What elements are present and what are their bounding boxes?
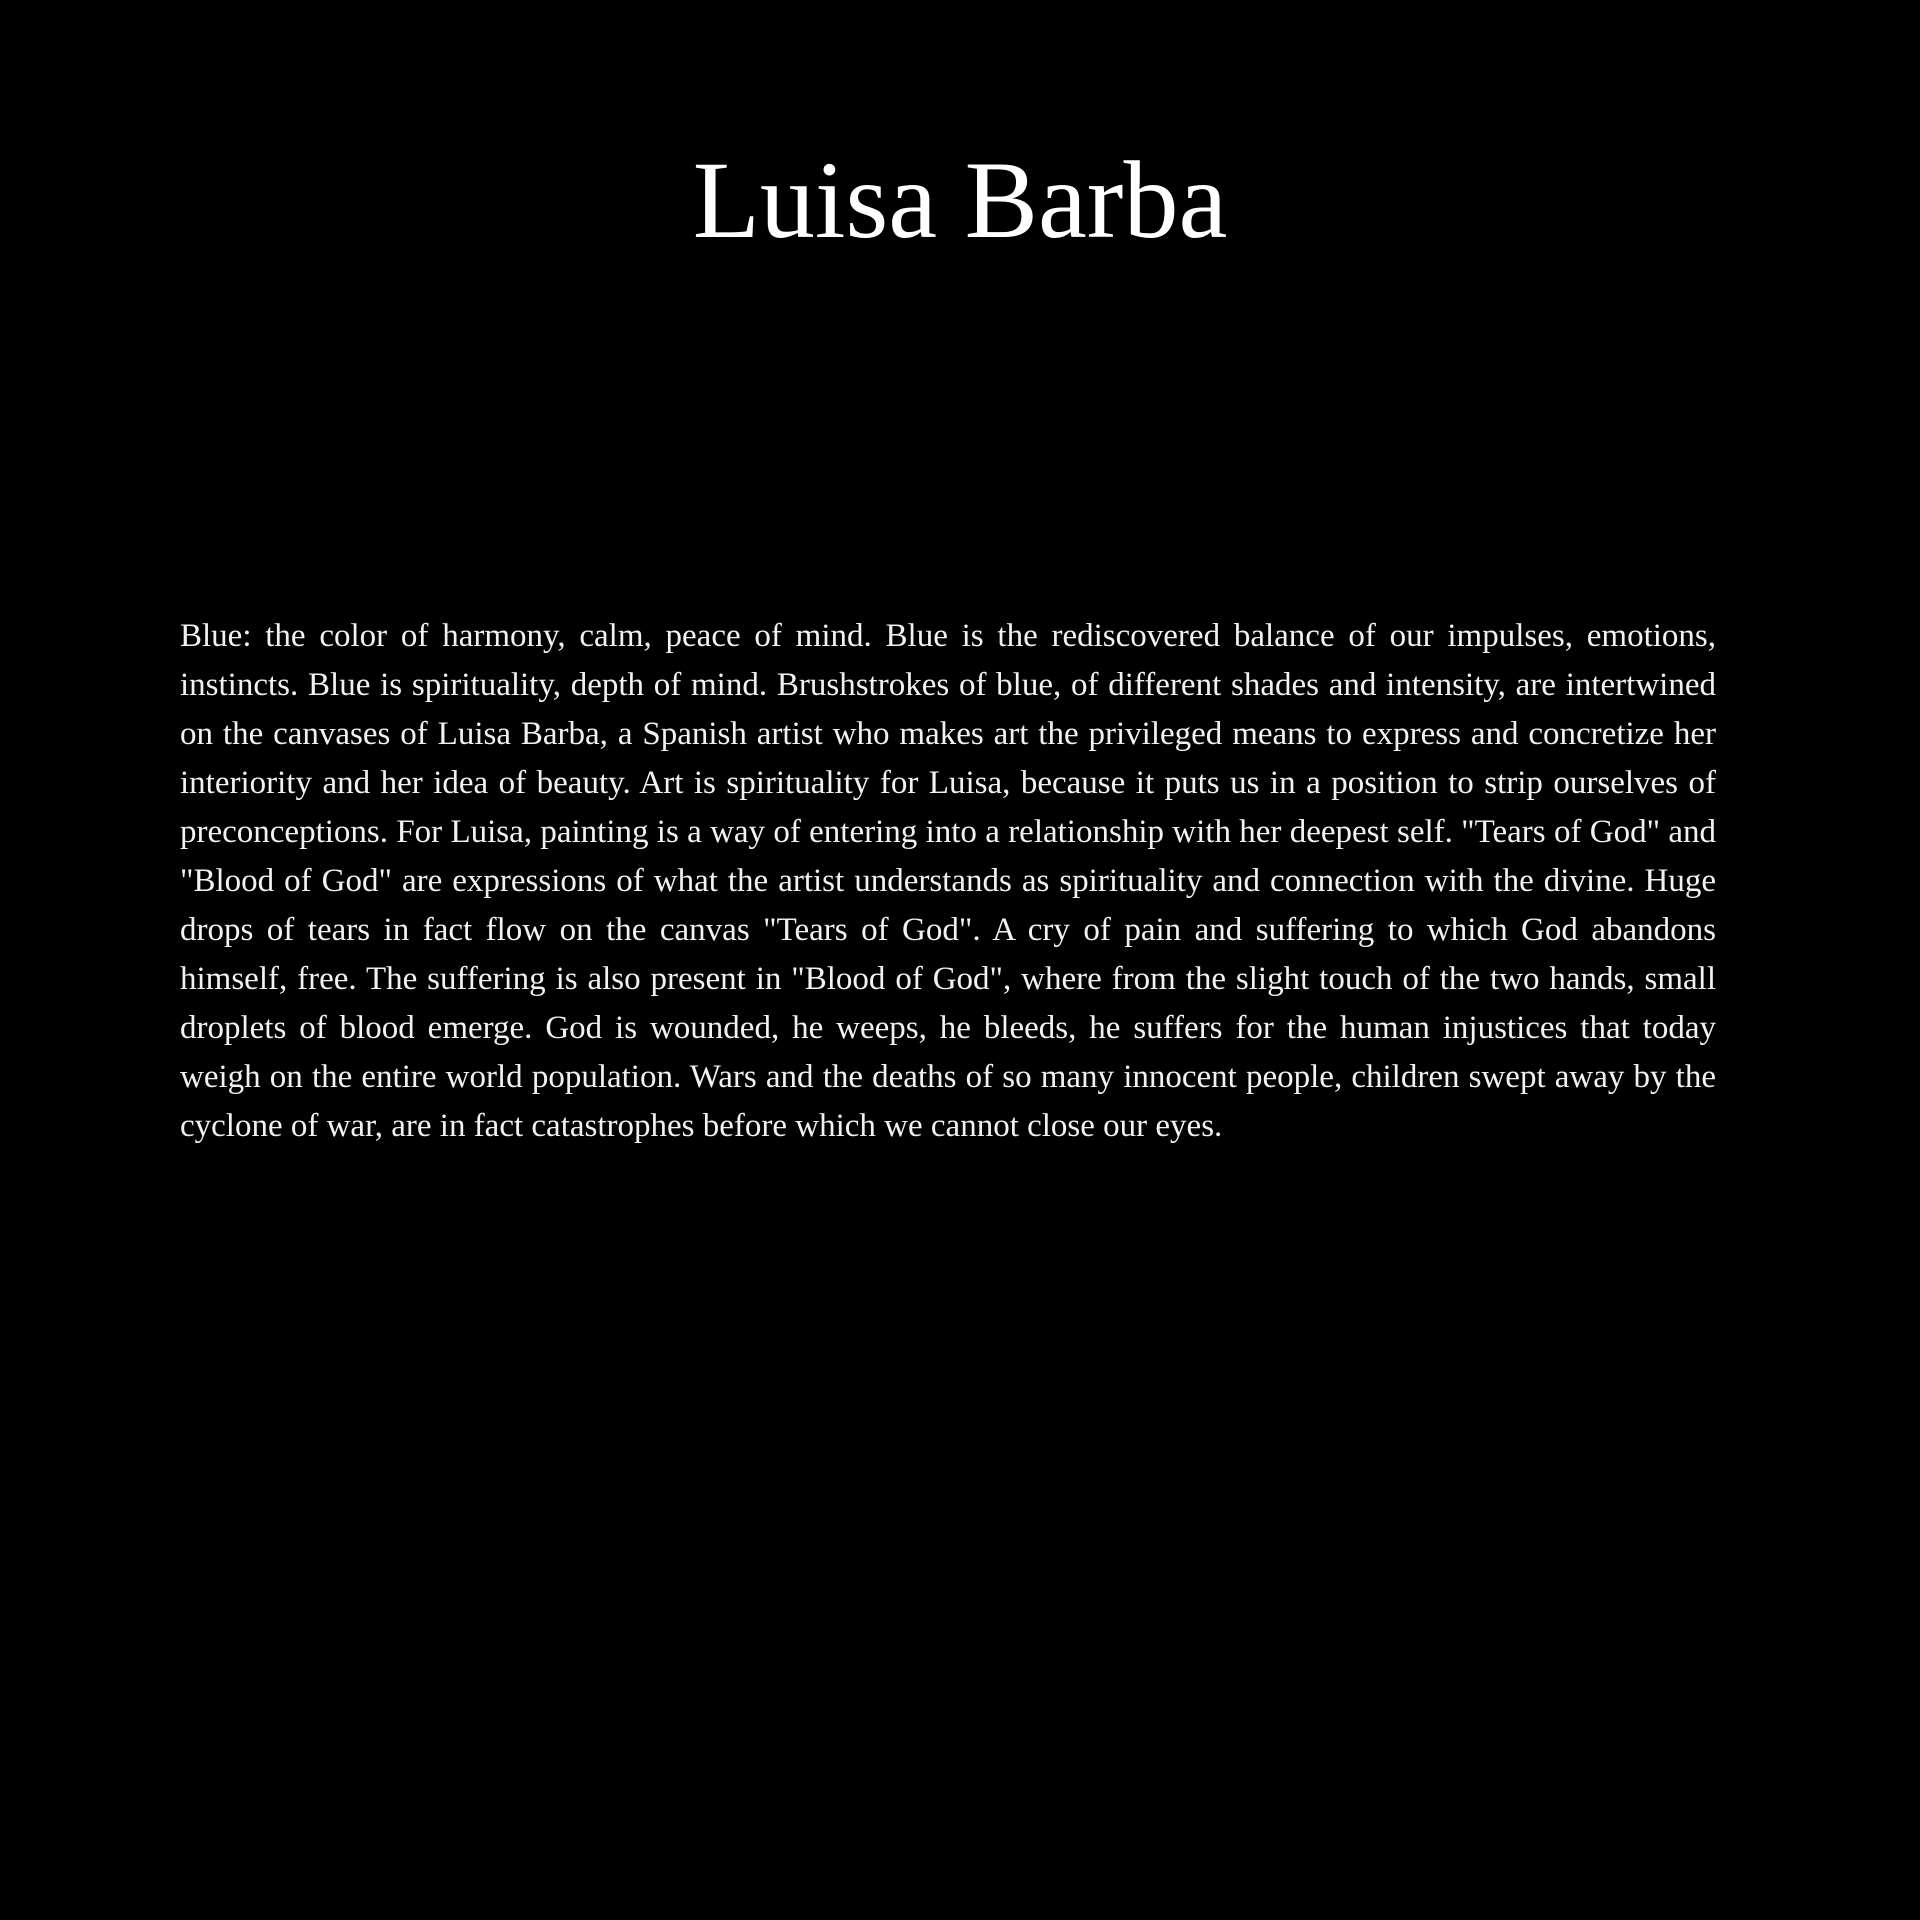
page-title: Luisa Barba bbox=[692, 139, 1228, 261]
body-paragraph: Blue: the color of harmony, calm, peace of mind. Blue is the rediscovered balance of our impulses, emotions, instincts. Blue is spirituality, depth of mind. Brushstrokes of blue, of different shades and intensity, are intertwined on the canvases of Luisa Barba, a Spanish artist who makes art the privileged means to express and concretize her interiority and her idea of beauty. Art is spirituality for Luisa, because it puts us in a position to strip ourselves of preconceptions. For Luisa, painting is a way of entering into a relationship with her deepest self. "Tears of God" and "Blood of God" are expressions of what the artist understands as spirituality and connection with the divine. Huge drops of tears in fact flow on the canvas "Tears of God". A cry of pain and suffering to which God abandons himself, free. The suffering is also present in "Blood of God", where from the slight touch of the two hands, small droplets of blood emerge. God is wounded, he weeps, he bleeds, he suffers for the human injustices that today weigh on the entire world population. Wars and the deaths of so many innocent people, children swept away by the cyclone of war, are in fact catastrophes before which we cannot close our eyes. bbox=[180, 618, 1716, 1144]
